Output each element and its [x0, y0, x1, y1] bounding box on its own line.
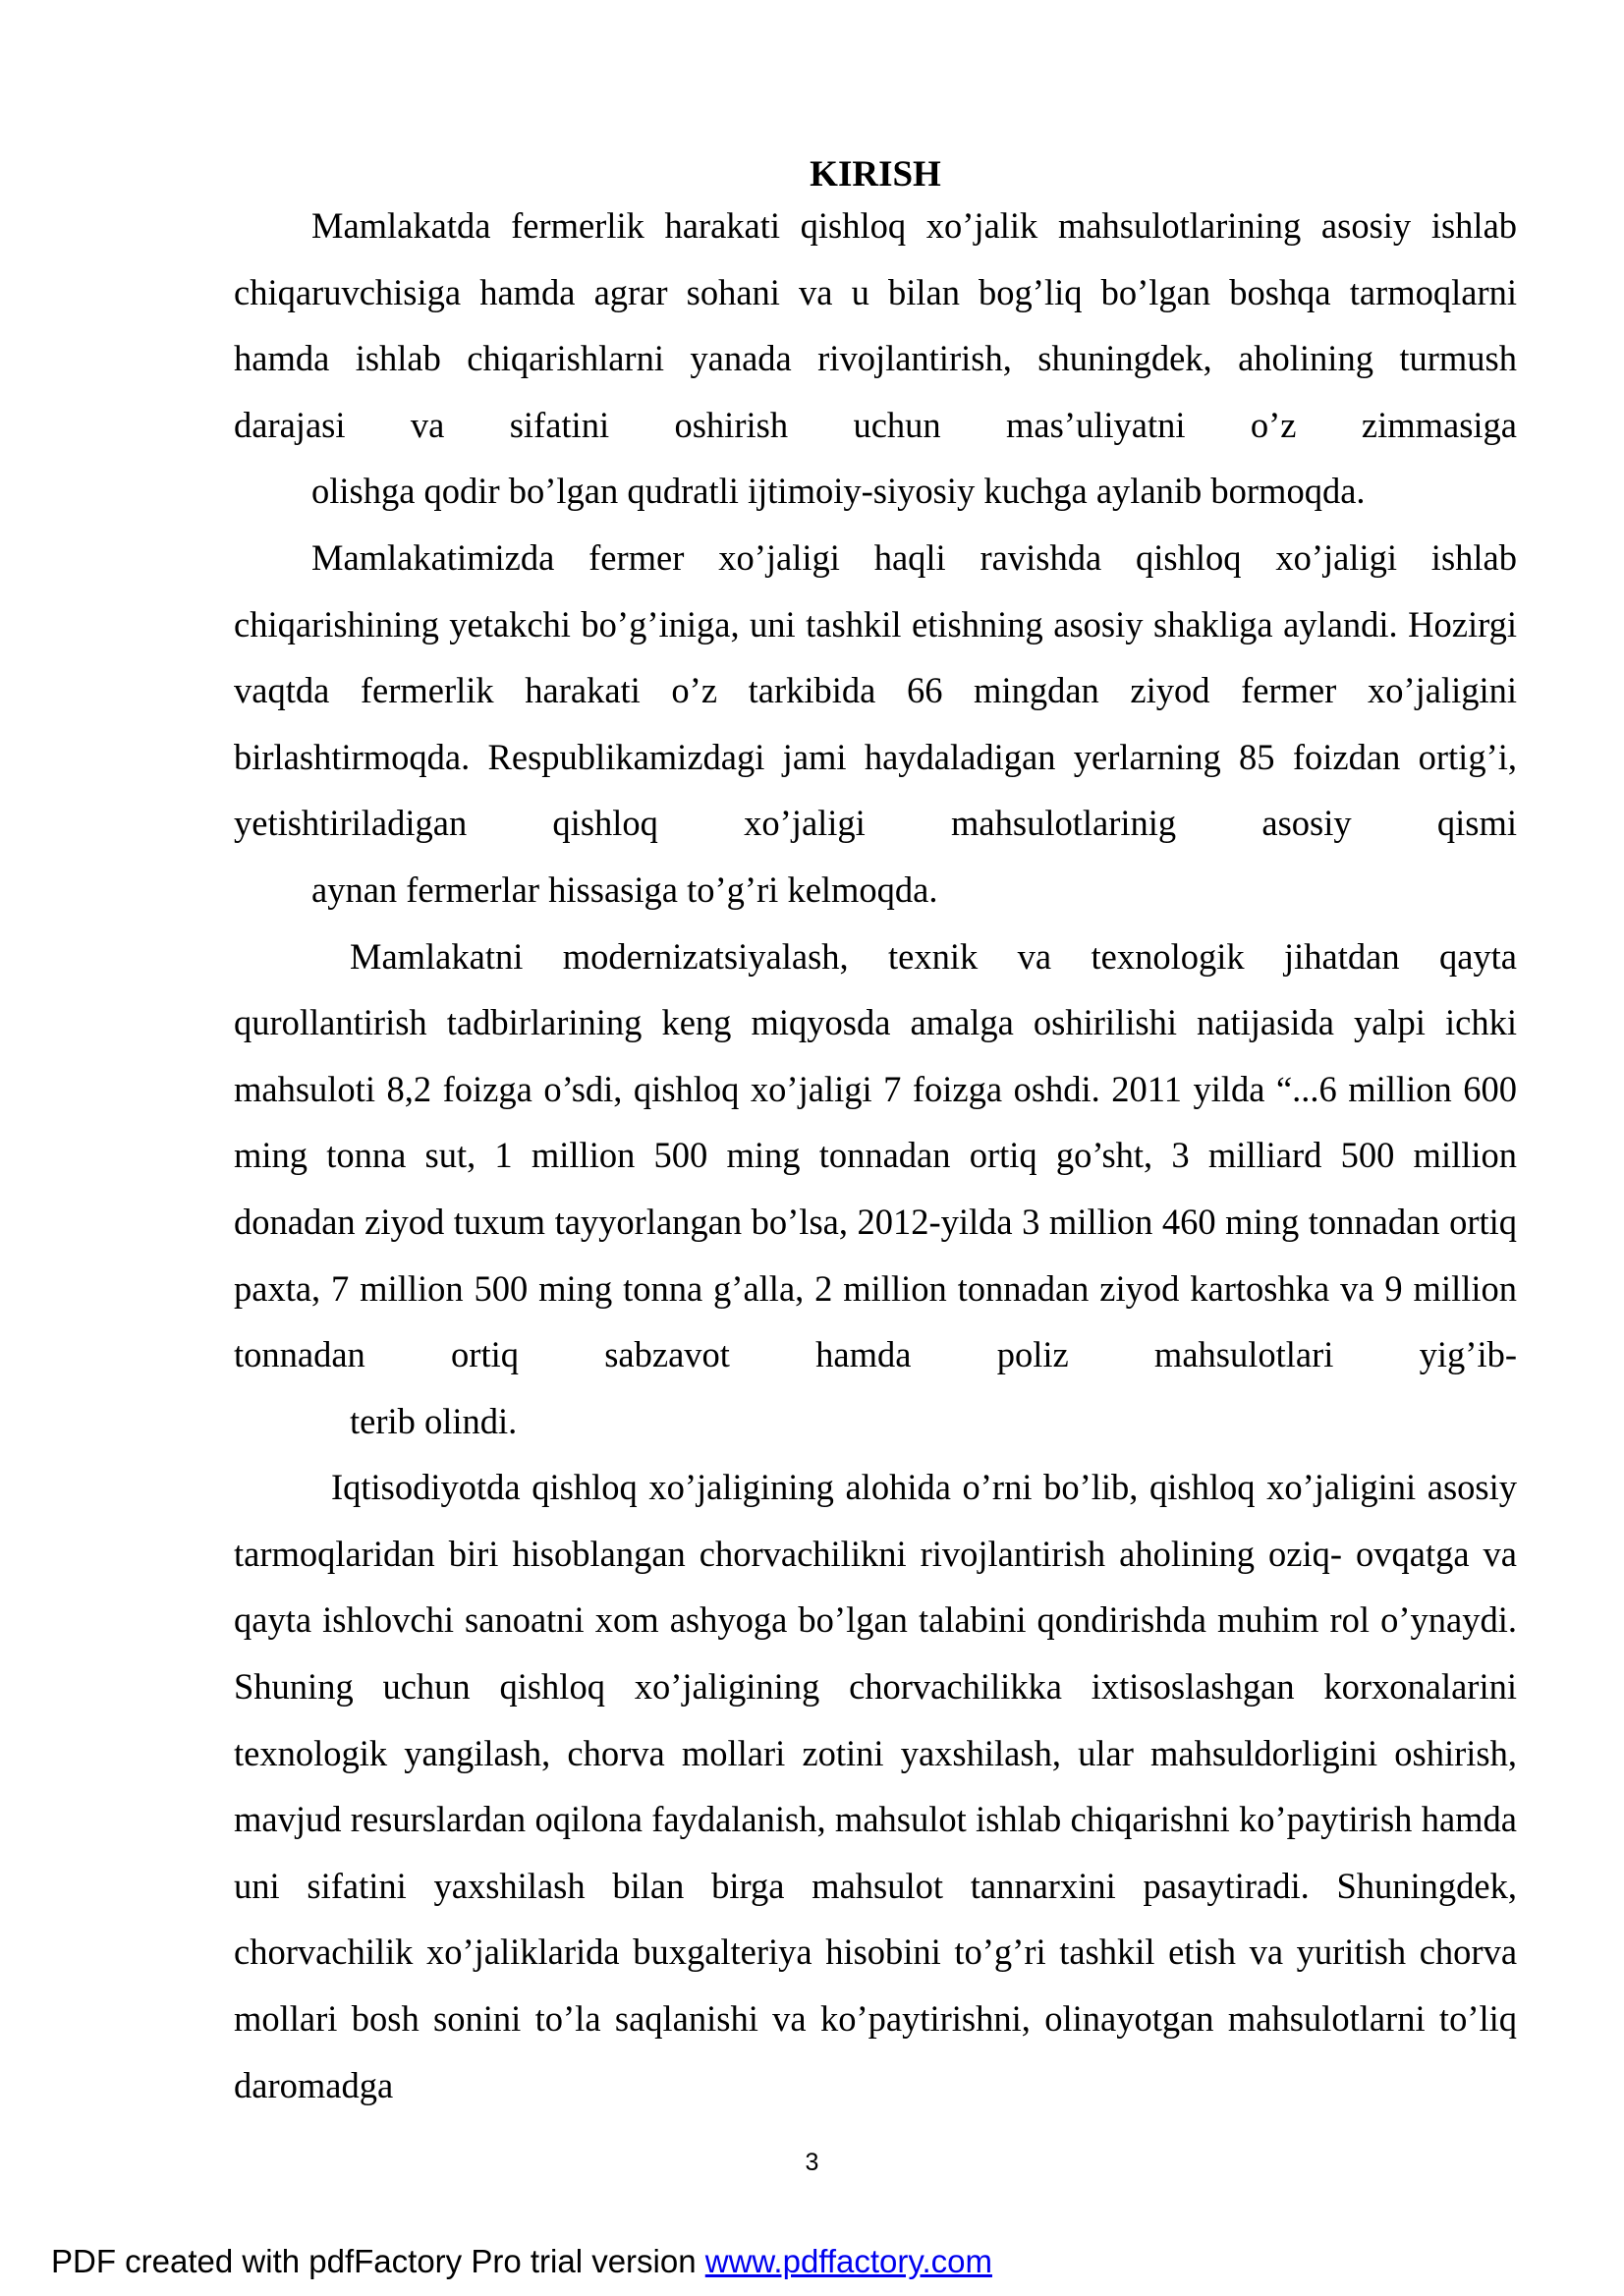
paragraph-line: foizdan ortig’i, yetishtiriladigan qishloq xo’jaligi mahsulotlarinig asosiy qismi	[234, 736, 1517, 844]
paragraph-line: ovqatga va qayta ishlovchi sanoatni xom ashyoga bo’lgan talabini qondirishda	[234, 1533, 1518, 1641]
paragraph-line: Mamlakatda fermerlik harakati qishloq xo’jalik mahsulotlarining asosiy	[311, 205, 1412, 246]
paragraph-line: ixtisoslashgan korxonalarini texnologik yangilash, chorva mollari zotini	[234, 1666, 1517, 1773]
paragraph-line: tarmoqlarni hamda ishlab chiqarishlarni yanada rivojlantirish, shuningdek,	[234, 271, 1517, 379]
footer-text: PDF created with pdfFactory Pro trial version	[51, 2243, 705, 2279]
paragraph-line: chiqarishining yetakchi bo’g’iniga, uni tashkil etishning asosiy shakliga aylandi.	[234, 603, 1398, 644]
paragraph-line: Mamlakatimizda fermer xo’jaligi haqli ravishda qishloq xo’jaligi ishlab	[311, 536, 1517, 578]
paragraph-line: mahsulot ishlab chiqarishni ko’paytirish hamda uni sifatini yaxshilash bilan birga	[234, 1799, 1518, 1906]
paragraph-line: buxgalteriya hisobini to’g’ri tashkil etish va yuritish chorva mollari bosh sonini	[234, 1932, 1518, 2040]
paragraph-line: mahsuloti 8,2 foizga o’sdi, qishloq xo’jaligi 7 foizga oshdi. 2011 yilda “...6 million	[234, 1068, 1452, 1109]
paragraph-line: mahsulot tannarxini pasaytiradi. Shuningdek, chorvachilik xo’jaliklarida	[234, 1865, 1517, 1973]
paragraph-line: to’la saqlanishi va ko’paytirishni, olinayotgan mahsulotlarni to’liq daromadga	[234, 1998, 1518, 2105]
paragraph-line: Iqtisodiyotda qishloq xo’jaligining alohida o’rni bo’lib, qishloq xo’jaligini	[331, 1467, 1417, 1508]
paragraph-line: aynan fermerlar hissasiga to’g’ri kelmoqda.	[311, 868, 938, 910]
paragraph-1	[234, 193, 1517, 525]
paragraph-2	[234, 525, 1517, 924]
paragraph-line: asosiy tarmoqlaridan biri hisoblangan chorvachilikni rivojlantirish aholining oziq-	[234, 1467, 1517, 1574]
paragraph-line: tonnadan ortiq paxta, 7 million 500 ming tonna g’alla, 2 million tonnadan ziyod	[234, 1201, 1518, 1309]
paragraph-line: aholining turmush darajasi va sifatini oshirish uchun mas’uliyatni o’z zimmasiga	[234, 338, 1518, 445]
paragraph-line: terib olindi.	[350, 1400, 518, 1441]
paragraph-3	[234, 924, 1517, 1455]
paragraph-line: muhim rol o’ynaydi. Shuning uchun qishloq xo’jaligining chorvachilikka	[234, 1599, 1518, 1708]
paragraph-line: 600 ming tonna sut, 1 million 500 ming tonnadan ortiq go’sht, 3 milliard 500	[234, 1068, 1517, 1176]
paragraph-line: Hozirgi vaqtda fermerlik harakati o’z tarkibida 66 mingdan ziyod fermer	[234, 603, 1517, 711]
document-body	[234, 193, 1517, 2118]
paragraph-line: Mamlakatni modernizatsiyalash, texnik va texnologik jihatdan qayta	[350, 935, 1517, 977]
footer-link[interactable]: www.pdffactory.com	[704, 2243, 992, 2279]
page-number: 3	[805, 2149, 819, 2176]
paragraph-line: kartoshka va 9 million tonnadan ortiq sabzavot hamda poliz mahsulotlari yig’ib-	[234, 1267, 1518, 1375]
paragraph-line: xo’jaligini birlashtirmoqda. Respublikamizdagi jami haydaladigan yerlarning 85	[234, 670, 1518, 777]
paragraph-line: qurollantirish tadbirlarining keng miqyosda amalga oshirilishi natijasida yalpi ichki	[234, 1002, 1517, 1043]
paragraph-line: olishga qodir bo’lgan qudratli ijtimoiy-siyosiy kuchga aylanib bormoqda.	[311, 471, 1366, 512]
paragraph-line: million donadan ziyod tuxum tayyorlangan bo’lsa, 2012-yilda 3 million 460 ming	[234, 1135, 1518, 1242]
paragraph-line: ishlab chiqaruvchisiga hamda agrar sohani va u bilan bog’liq bo’lgan boshqa	[234, 205, 1518, 312]
document-title: KIRISH	[810, 154, 941, 195]
paragraph-line: yaxshilash, ular mahsuldorligini oshirish, mavjud resurslardan oqilona faydalanish,	[234, 1732, 1518, 1840]
pdf-footer	[51, 2242, 992, 2281]
paragraph-4	[234, 1454, 1517, 2118]
